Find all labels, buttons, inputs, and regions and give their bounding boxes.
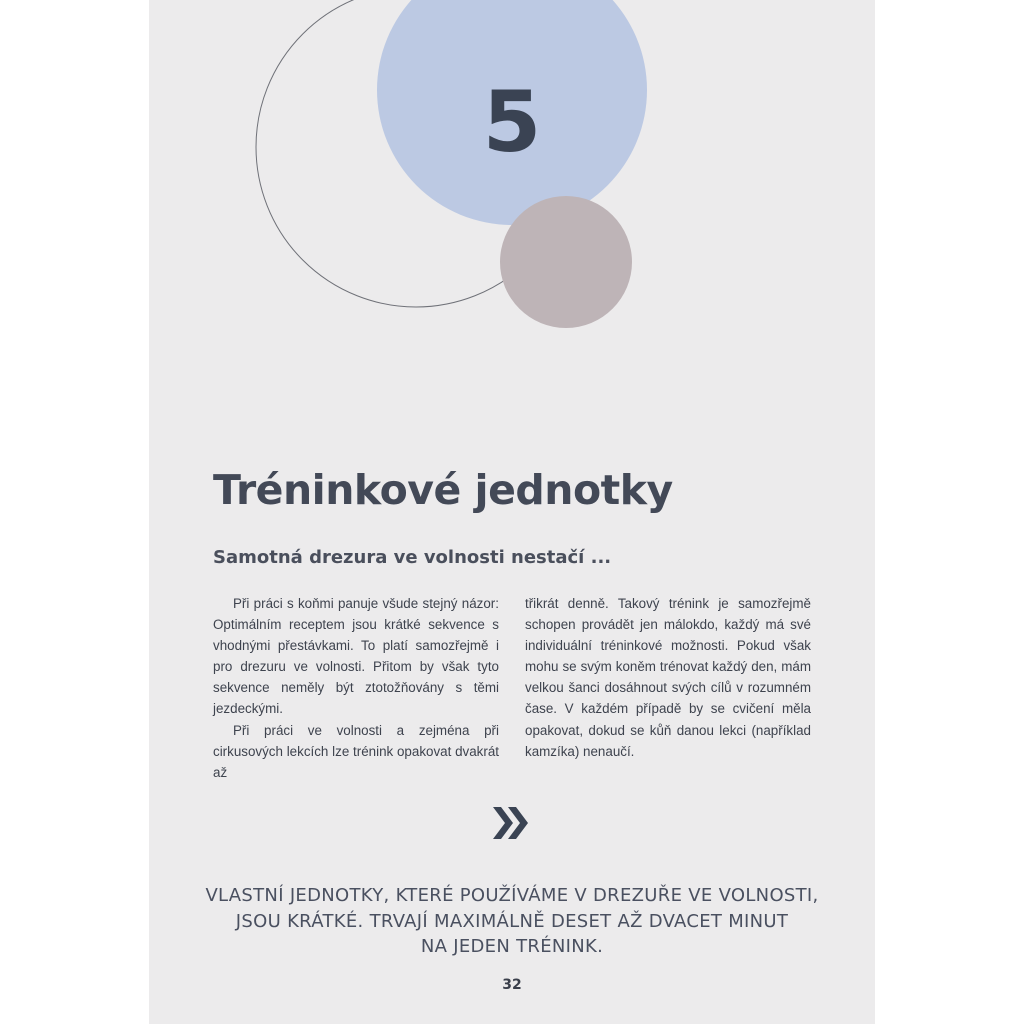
pull-quote-line: JSOU KRÁTKÉ. TRVAJÍ MAXIMÁLNĚ DESET AŽ DVACET MINUT bbox=[235, 910, 789, 932]
chapter-number: 5 bbox=[482, 73, 542, 171]
chapter-title: Tréninkové jednotky bbox=[213, 466, 673, 514]
book-page bbox=[149, 0, 875, 1024]
pull-quote-line: NA JEDEN TRÉNINK. bbox=[420, 936, 604, 957]
paragraph: třikrát denně. Takový trénink je samozřejmě schopen provádět jen málokdo, každý má své individuální tréninkové možnosti. Pokud však mohu se svým koněm trénovat každý den, mám velkou šanci dosáhnout svých cílů v rozumném čase. V každém případě by se cvičení měla opakovat, dokud se kůň danou lekci (například kamzíka) nenaučí. bbox=[525, 596, 811, 759]
double-chevron-right-icon bbox=[493, 805, 531, 841]
pull-quote-line: VLASTNÍ JEDNOTKY, KTERÉ POUŽÍVÁME V DREZUŘE VE VOLNOSTI, bbox=[205, 885, 819, 906]
body-column-right bbox=[525, 593, 811, 762]
mauve-circle bbox=[500, 196, 632, 328]
paragraph: Při práci s koňmi panuje všude stejný názor: Optimálním receptem jsou krátké sekvence s vhodnými přestávkami. To platí samozřejmě i pro drezuru ve volnosti. Přitom by však tyto sekvence neměly být ztotožňovány s těmi jezdeckými. bbox=[213, 596, 499, 717]
page-number: 32 bbox=[502, 977, 522, 993]
paragraph: Při práci ve volnosti a zejména při cirkusových lekcích lze trénink opakovat dvakrát až bbox=[213, 722, 499, 780]
section-subtitle: Samotná drezura ve volnosti nestačí ... bbox=[213, 547, 612, 568]
body-column-left bbox=[213, 593, 499, 783]
pull-quote bbox=[189, 883, 835, 960]
